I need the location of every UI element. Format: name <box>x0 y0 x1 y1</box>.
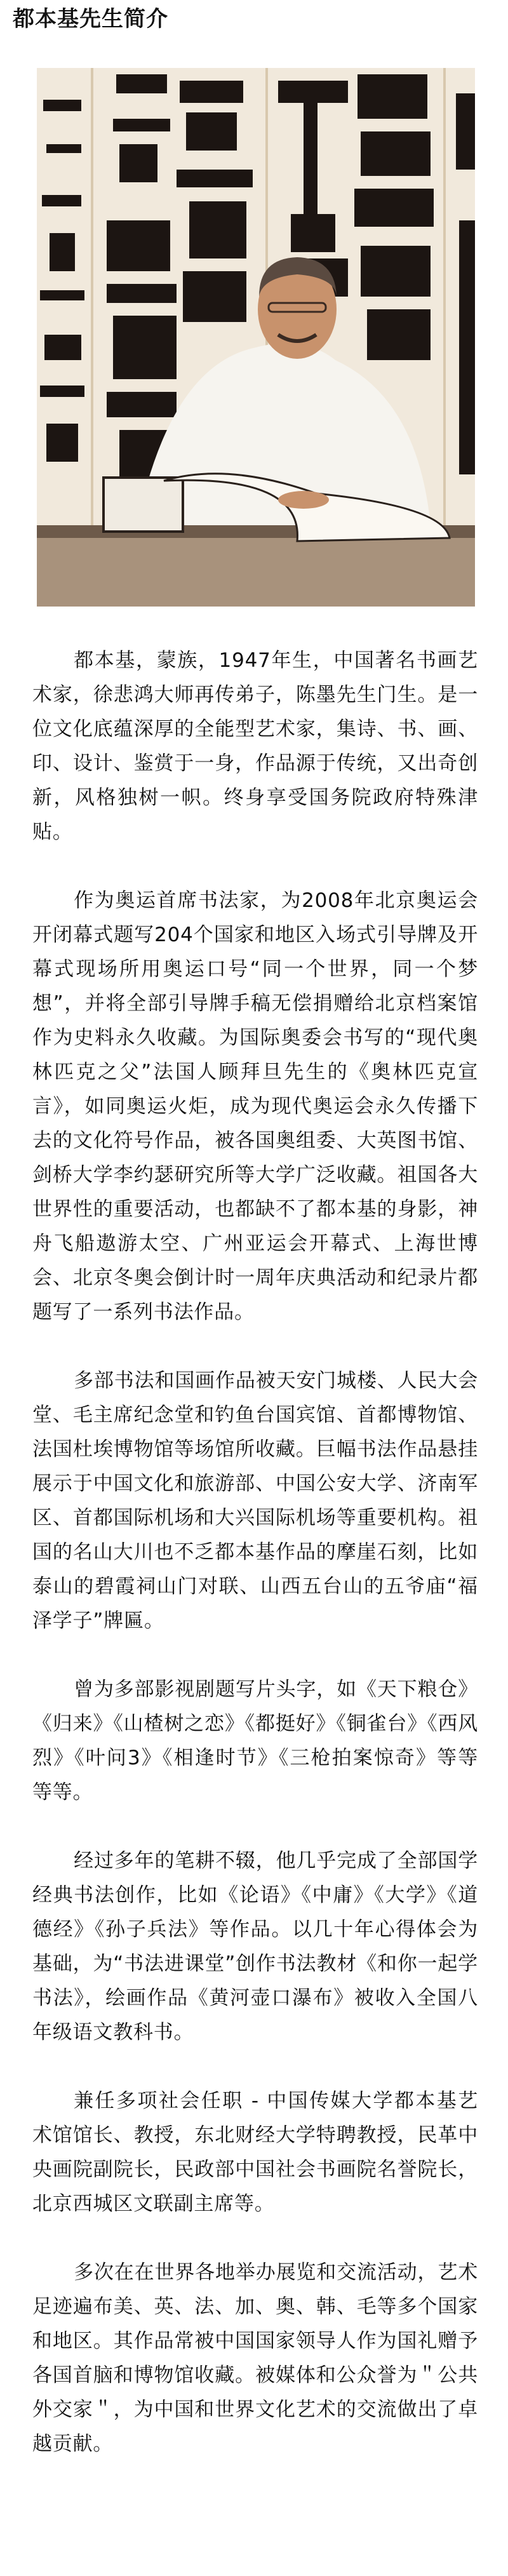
article-body <box>32 643 478 2495</box>
paragraph-film-titles: 曾为多部影视剧题写片头字，如《天下粮仓》《归来》《山楂树之恋》《都挺好》《铜雀台》《西风烈》《叶问3》《相逢时节》《三枪拍案惊奇》等等等等。 <box>32 1678 478 1804</box>
paragraph-olympics: 作为奥运首席书法家，为2008年北京奥运会开闭幕式题写204个国家和地区入场式引导牌及开幕式现场所用奥运口号“同一个世界，同一个梦想”，并将全部引导牌手稿无偿捐赠给北京档案馆作为史料永久收藏。为国际奥委会书写的“现代奥林匹克之父”法国人顾拜旦先生的《奥林匹克宣言》，如同奥运火炬，成为现代奥运会永久传播下去的文化符号作品，被各国奥组委、大英图书馆、剑桥大学李约瑟研究所等大学广泛收藏。祖国各大世界性的重要活动，也都缺不了都本基的身影，神舟飞船遨游太空、广州亚运会开幕式、上海世博会、北京冬奥会倒计时一周年庆典活动和纪录片都题写了一系列书法作品。 <box>32 889 478 1324</box>
paragraph-collections: 多部书法和国画作品被天安门城楼、人民大会堂、毛主席纪念堂和钓鱼台国宾馆、首都博物馆、法国杜埃博物馆等场馆所收藏。巨幅书法作品悬挂展示于中国文化和旅游部、中国公安大学、济南军区、首都国际机场和大兴国际机场等重要机构。祖国的名山大川也不乏都本基作品的摩崖石刻，比如泰山的碧霞祠山门对联、山西五台山的五爷庙“福泽学子”牌匾。 <box>32 1369 478 1632</box>
paragraph-exchange: 多次在在世界各地举办展览和交流活动，艺术足迹遍布美、英、法、加、奥、韩、毛等多个国家和地区。其作品常被中国国家领导人作为国礼赠予各国首脑和博物馆收藏。被媒体和公众誉为＂公共外交家＂，为中国和世界文化艺术的交流做出了卓越贡献。 <box>32 2261 478 2455</box>
paragraph-positions: 兼任多项社会任职 - 中国传媒大学都本基艺术馆馆长、教授，东北财经大学特聘教授，民革中央画院副院长，民政部中国社会书画院名誉院长，北京西城区文联副主席等。 <box>32 2090 478 2215</box>
portrait-photo-icon <box>37 68 475 607</box>
paragraph-bio: 都本基，蒙族，1947年生，中国著名书画艺术家，徐悲鸿大师再传弟子，陈墨先生门生。是一位文化底蕴深厚的全能型艺术家，集诗、书、画、印、设计、鉴赏于一身，作品源于传统，又出奇创新，风格独树一帜。终身享受国务院政府特殊津贴。 <box>32 649 478 843</box>
paragraph-classics: 经过多年的笔耕不辍，他几乎完成了全部国学经典书法创作，比如《论语》《中庸》《大学》《道德经》《孙子兵法》等作品。以几十年心得体会为基础，为“书法进课堂”创作书法教材《和你一起学书法》，绘画作品《黄河壶口瀑布》被收入全国八年级语文教科书。 <box>32 1849 478 2044</box>
page-title: 都本基先生简介 <box>13 6 168 32</box>
portrait-photo <box>37 68 475 607</box>
